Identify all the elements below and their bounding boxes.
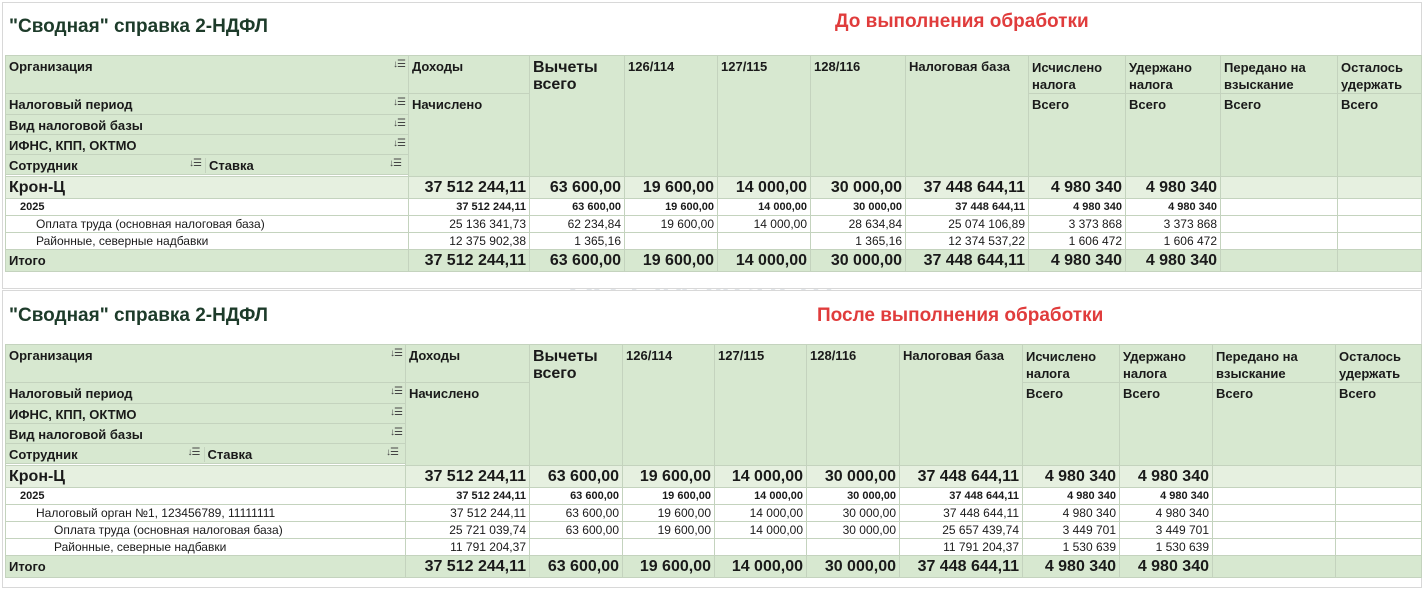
total-row[interactable] [6, 556, 1422, 578]
row-value: 14 000,00 [715, 505, 807, 522]
header-taxbase-type[interactable]: Вид налоговой базы ↓☰ [6, 115, 409, 135]
row-value: 1 365,16 [811, 233, 906, 250]
row-value: 37 512 244,11 [409, 250, 530, 272]
row-value [1221, 250, 1338, 272]
row-value: 19 600,00 [623, 466, 715, 488]
row-value [1336, 505, 1422, 522]
row-value: 63 600,00 [530, 250, 625, 272]
header-calc-total[interactable]: Всего [1029, 94, 1126, 177]
row-value: 30 000,00 [811, 250, 906, 272]
row-value: 4 980 340 [1120, 556, 1213, 578]
row-value [1213, 556, 1336, 578]
sort-icon[interactable]: ↓☰ [189, 158, 201, 169]
row-value: 14 000,00 [718, 199, 811, 216]
header-transferred-total[interactable]: Всего [1213, 383, 1336, 466]
row-value: 14 000,00 [715, 488, 807, 505]
row-value: 30 000,00 [807, 556, 900, 578]
row-value: 11 791 204,37 [900, 539, 1023, 556]
row-value [1338, 177, 1422, 199]
row-value [1336, 466, 1422, 488]
row-label: Крон-Ц [6, 177, 409, 199]
row-value: 4 980 340 [1023, 556, 1120, 578]
header-taxbase[interactable]: Налоговая база [900, 345, 1023, 466]
row-value: 4 980 340 [1023, 488, 1120, 505]
header-calc[interactable]: Исчислено налога [1029, 56, 1126, 94]
header-127[interactable]: 127/115 [715, 345, 807, 466]
row-value: 63 600,00 [530, 177, 625, 199]
header-tax-period[interactable]: Налоговый период ↓☰ [6, 383, 406, 404]
header-ifns[interactable]: ИФНС, КПП, ОКТМО ↓☰ [6, 135, 409, 155]
row-value [1336, 488, 1422, 505]
header-126[interactable]: 126/114 [623, 345, 715, 466]
row-value: 30 000,00 [811, 199, 906, 216]
row-value: 37 512 244,11 [409, 177, 530, 199]
header-calc-total[interactable]: Всего [1023, 383, 1120, 466]
header-remaining-total[interactable]: Всего [1336, 383, 1422, 466]
row-value: 19 600,00 [623, 505, 715, 522]
row-value: 37 512 244,11 [406, 466, 530, 488]
sort-icon[interactable]: ↓☰ [187, 447, 200, 458]
row-value: 37 512 244,11 [406, 556, 530, 578]
header-employee-rate[interactable]: Сотрудник ↓☰ Ставка ↓☰ [6, 444, 406, 464]
row-value: 37 512 244,11 [406, 488, 530, 505]
row-value [1221, 177, 1338, 199]
row-value: 19 600,00 [623, 522, 715, 539]
header-withheld-total[interactable]: Всего [1126, 94, 1221, 177]
row-label: 2025 [6, 199, 409, 216]
row-value: 28 634,84 [811, 216, 906, 233]
row-value: 25 136 341,73 [409, 216, 530, 233]
header-remaining[interactable]: Осталось удержать [1336, 345, 1422, 383]
header-remaining-total[interactable]: Всего [1338, 94, 1422, 177]
row-value: 63 600,00 [530, 505, 623, 522]
row-value [1221, 233, 1338, 250]
row-value: 63 600,00 [530, 199, 625, 216]
row-value: 37 448 644,11 [906, 199, 1029, 216]
row-value: 37 448 644,11 [900, 488, 1023, 505]
header-transferred[interactable]: Передано на взыскание [1221, 56, 1338, 94]
report-title: "Сводная" справка 2-НДФЛ [9, 16, 268, 37]
row-value: 37 448 644,11 [906, 250, 1029, 272]
row-value: 14 000,00 [718, 250, 811, 272]
row-value: 4 980 340 [1126, 177, 1221, 199]
row-value: 14 000,00 [715, 556, 807, 578]
row-value [625, 233, 718, 250]
table-row[interactable] [6, 199, 1422, 216]
row-value [1213, 522, 1336, 539]
header-taxbase-type[interactable]: Вид налоговой базы ↓☰ [6, 424, 406, 444]
header-tax-period[interactable]: Налоговый период ↓☰ [6, 94, 409, 115]
row-value: 11 791 204,37 [406, 539, 530, 556]
header-income[interactable]: Доходы [409, 56, 530, 94]
row-value [1213, 539, 1336, 556]
row-label: Районные, северные надбавки [6, 539, 406, 556]
row-value: 4 980 340 [1023, 505, 1120, 522]
sort-icon[interactable]: ↓☰ [390, 407, 402, 418]
table-row[interactable] [6, 488, 1422, 505]
header-income[interactable]: Доходы [406, 345, 530, 383]
table-row[interactable] [6, 522, 1422, 539]
sort-icon[interactable]: ↓☰ [390, 427, 402, 438]
row-value: 14 000,00 [715, 522, 807, 539]
row-value: 4 980 340 [1029, 177, 1126, 199]
row-value: 1 606 472 [1126, 233, 1221, 250]
row-label: Крон-Ц [6, 466, 406, 488]
row-value: 4 980 340 [1126, 199, 1221, 216]
report-panel-before [2, 2, 1422, 289]
report-subtitle: До выполнения обработки [835, 11, 1089, 32]
sort-icon[interactable]: ↓☰ [390, 386, 402, 397]
header-128[interactable]: 128/116 [807, 345, 900, 466]
header-127[interactable]: 127/115 [718, 56, 811, 177]
row-value: 25 074 106,89 [906, 216, 1029, 233]
row-value [1336, 539, 1422, 556]
row-label: Районные, северные надбавки [6, 233, 409, 250]
row-label: Итого [6, 250, 409, 272]
row-value: 19 600,00 [623, 488, 715, 505]
row-value: 19 600,00 [625, 177, 718, 199]
header-transferred[interactable]: Передано на взыскание [1213, 345, 1336, 383]
table-row[interactable] [6, 505, 1422, 522]
header-income-accrued[interactable]: Начислено [409, 94, 530, 177]
header-ifns[interactable]: ИФНС, КПП, ОКТМО ↓☰ [6, 404, 406, 424]
row-value: 12 374 537,22 [906, 233, 1029, 250]
row-value [1221, 199, 1338, 216]
row-value: 63 600,00 [530, 488, 623, 505]
row-value: 37 448 644,11 [900, 556, 1023, 578]
row-value [623, 539, 715, 556]
row-value: 63 600,00 [530, 522, 623, 539]
row-value: 25 657 439,74 [900, 522, 1023, 539]
row-value: 3 373 868 [1126, 216, 1221, 233]
row-value: 4 980 340 [1126, 250, 1221, 272]
sort-icon[interactable]: ↓☰ [393, 118, 405, 129]
row-value: 1 606 472 [1029, 233, 1126, 250]
header-withheld[interactable]: Удержано налога [1120, 345, 1213, 383]
row-value: 63 600,00 [530, 556, 623, 578]
row-value: 1 530 639 [1023, 539, 1120, 556]
header-remaining[interactable]: Осталось удержать [1338, 56, 1422, 94]
row-value: 63 600,00 [530, 466, 623, 488]
row-value: 3 449 701 [1120, 522, 1213, 539]
row-value: 4 980 340 [1120, 488, 1213, 505]
row-label: Оплата труда (основная налоговая база) [6, 522, 406, 539]
row-label: Налоговый орган №1, 123456789, 11111111 [6, 505, 406, 522]
row-label: Итого [6, 556, 406, 578]
row-value: 3 373 868 [1029, 216, 1126, 233]
row-value: 4 980 340 [1029, 199, 1126, 216]
header-organization[interactable]: Организация ↓☰ [6, 345, 406, 383]
row-value: 62 234,84 [530, 216, 625, 233]
row-value [1221, 216, 1338, 233]
row-value [1213, 505, 1336, 522]
header-withheld[interactable]: Удержано налога [1126, 56, 1221, 94]
total-row[interactable] [6, 250, 1422, 272]
row-value: 25 721 039,74 [406, 522, 530, 539]
row-value: 12 375 902,38 [409, 233, 530, 250]
report-title: "Сводная" справка 2-НДФЛ [9, 305, 268, 326]
row-value: 30 000,00 [807, 505, 900, 522]
row-value: 37 448 644,11 [900, 466, 1023, 488]
row-value: 4 980 340 [1029, 250, 1126, 272]
row-value [807, 539, 900, 556]
row-value: 37 512 244,11 [406, 505, 530, 522]
report-subtitle: После выполнения обработки [817, 305, 1104, 326]
row-value: 14 000,00 [718, 177, 811, 199]
row-value [715, 539, 807, 556]
report-table [5, 344, 1422, 578]
row-value [1338, 199, 1422, 216]
report-panel-after [2, 290, 1422, 588]
row-value: 14 000,00 [715, 466, 807, 488]
row-value: 30 000,00 [807, 488, 900, 505]
row-label: 2025 [6, 488, 406, 505]
header-calc[interactable]: Исчислено налога [1023, 345, 1120, 383]
row-value: 14 000,00 [718, 216, 811, 233]
sort-icon[interactable]: ↓☰ [389, 158, 401, 169]
row-label: Оплата труда (основная налоговая база) [6, 216, 409, 233]
report-body [6, 466, 1422, 578]
sort-icon[interactable]: ↓☰ [390, 348, 402, 359]
table-row[interactable] [6, 539, 1422, 556]
header-employee-rate[interactable]: Сотрудник ↓☰ Ставка ↓☰ [6, 155, 409, 175]
row-value: 19 600,00 [625, 216, 718, 233]
header-taxbase[interactable]: Налоговая база [906, 56, 1029, 177]
row-value [1213, 466, 1336, 488]
header-income-accrued[interactable]: Начислено [406, 383, 530, 466]
row-value: 30 000,00 [807, 522, 900, 539]
row-value [1336, 556, 1422, 578]
row-value: 30 000,00 [807, 466, 900, 488]
header-deductions[interactable]: Вычеты всего [530, 56, 625, 177]
row-value: 37 448 644,11 [900, 505, 1023, 522]
table-row[interactable] [6, 233, 1422, 250]
table-row[interactable] [6, 177, 1422, 199]
row-value: 1 530 639 [1120, 539, 1213, 556]
header-organization[interactable]: Организация ↓☰ [6, 56, 409, 94]
row-value: 19 600,00 [625, 199, 718, 216]
row-value: 19 600,00 [623, 556, 715, 578]
row-value: 1 365,16 [530, 233, 625, 250]
row-value: 4 980 340 [1120, 505, 1213, 522]
report-body [6, 177, 1422, 272]
header-deductions[interactable]: Вычеты всего [530, 345, 623, 466]
table-row[interactable] [6, 216, 1422, 233]
header-128[interactable]: 128/116 [811, 56, 906, 177]
row-value [1338, 233, 1422, 250]
row-value [1338, 216, 1422, 233]
sort-icon[interactable]: ↓☰ [393, 97, 405, 108]
header-transferred-total[interactable]: Всего [1221, 94, 1338, 177]
header-126[interactable]: 126/114 [625, 56, 718, 177]
header-withheld-total[interactable]: Всего [1120, 383, 1213, 466]
row-value: 4 980 340 [1023, 466, 1120, 488]
sort-icon[interactable]: ↓☰ [393, 59, 405, 70]
report-table [5, 55, 1422, 272]
row-value: 19 600,00 [625, 250, 718, 272]
table-row[interactable] [6, 466, 1422, 488]
row-value: 4 980 340 [1120, 466, 1213, 488]
row-value [1213, 488, 1336, 505]
row-value [1338, 250, 1422, 272]
row-value [718, 233, 811, 250]
row-value [530, 539, 623, 556]
sort-icon[interactable]: ↓☰ [386, 447, 398, 458]
sort-icon[interactable]: ↓☰ [393, 138, 405, 149]
row-value [1336, 522, 1422, 539]
row-value: 3 449 701 [1023, 522, 1120, 539]
row-value: 37 512 244,11 [409, 199, 530, 216]
row-value: 37 448 644,11 [906, 177, 1029, 199]
row-value: 30 000,00 [811, 177, 906, 199]
